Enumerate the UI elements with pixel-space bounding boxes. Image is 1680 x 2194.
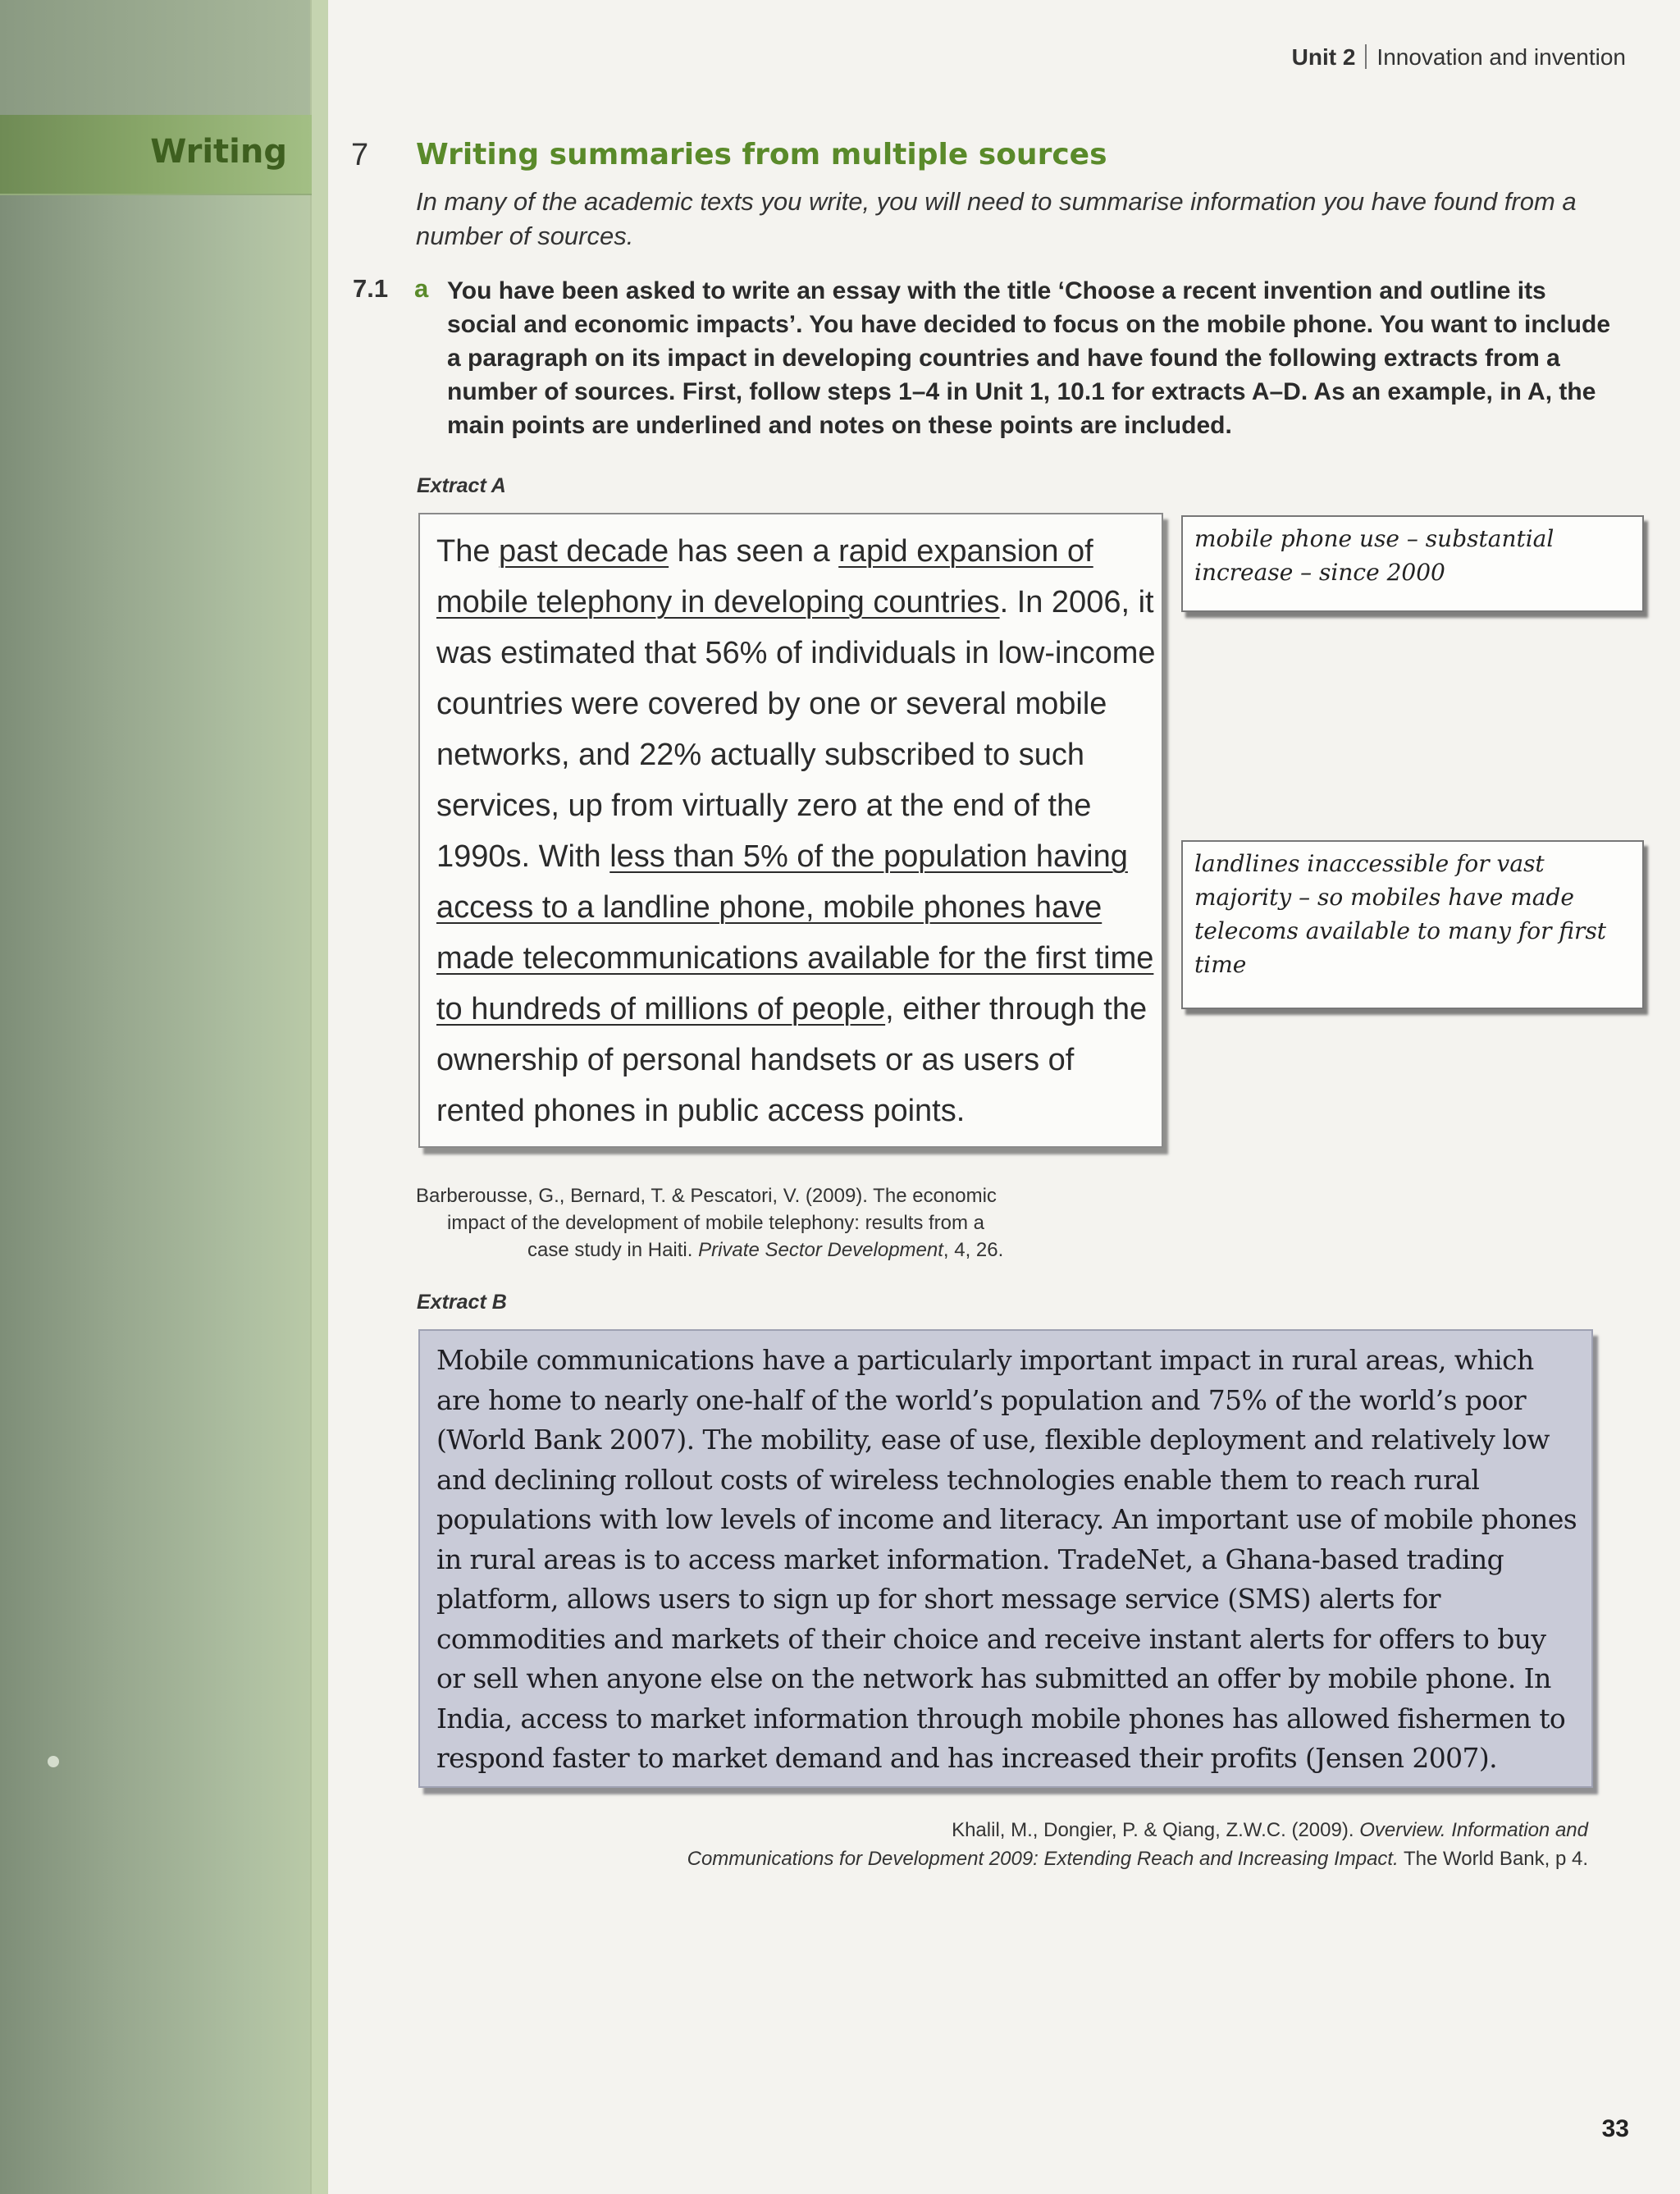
extract-a-underline-2: rapid expansion of mobile telephony in developing countries xyxy=(436,534,1093,619)
extract-a-seg-0: The xyxy=(436,534,500,569)
ref-a-line-3 xyxy=(416,1236,1072,1264)
writing-tab xyxy=(0,115,312,194)
sidebar-rail xyxy=(310,0,328,2194)
section-number: 7 xyxy=(351,138,369,172)
page-blemish xyxy=(48,1756,59,1767)
task-instructions: You have been asked to write an essay with the title ‘Choose a recent invention and outline its social and economic impacts’. You have decided to focus on the mobile phone. You want to include a paragraph on its impact in developing countries and have found the following extracts from a number of sources. First, follow steps 1–4 in Unit 1, 10.1 for extracts A–D. As an example, in A, the main points are underlined and notes on these points are included. xyxy=(447,277,1610,439)
ref-b-title-2: Communications for Development 2009: Extending Reach and Increasing Impact. xyxy=(687,1848,1399,1870)
extract-b-label: Extract B xyxy=(417,1291,507,1314)
section-title: Writing summaries from multiple sources xyxy=(416,138,1107,171)
ref-a-line-3-plain: case study in Haiti. xyxy=(527,1239,699,1261)
sidebar xyxy=(0,0,328,2194)
header-unit: Unit 2 xyxy=(1291,44,1356,70)
sidebar-top-band xyxy=(0,0,312,115)
header-separator xyxy=(1365,44,1367,69)
ref-a-journal: Private Sector Development xyxy=(698,1239,943,1261)
ref-a-line-3-tail: , 4, 26. xyxy=(943,1239,1004,1261)
extract-b-reference xyxy=(687,1816,1588,1873)
task-letter: a xyxy=(414,274,429,303)
margin-note-1: mobile phone use – substantial increase – since 2000 xyxy=(1181,515,1644,612)
extract-a-underline-1: past decade xyxy=(499,534,669,569)
extract-a-underline-3: less than 5% of the population having access to a landline phone, mobile phones have made telecommunications available for the first time to hundreds of millions of people xyxy=(436,839,1154,1026)
running-header xyxy=(1292,44,1626,71)
ref-b-title-1: Overview. Information and xyxy=(1359,1819,1588,1841)
header-topic: Innovation and invention xyxy=(1376,44,1626,70)
ref-b-publisher: The World Bank, p 4. xyxy=(1398,1848,1588,1870)
ref-a-line-1: Barberousse, G., Bernard, T. & Pescatori, V. (2009). The economic xyxy=(416,1185,997,1207)
ref-b-authors: Khalil, M., Dongier, P. & Qiang, Z.W.C. (2009). xyxy=(952,1819,1360,1841)
extract-a-seg-4: . In 2006, it was estimated that 56% of individuals in low-income countries were covered by one or several mobile networks, and 22% actually subscribed to such services, up from virtually zero at the end of the 1990s. With xyxy=(436,585,1156,874)
extract-b-text: Mobile communications have a particularly important impact in rural areas, which are home to nearly one-half of the world’s population and 75% of the world’s poor (World Bank 2007). The mobility, ease of use, flexible deployment and relatively low and declining rollout costs of wireless technologies enable them to reach rural populations with low levels of income and literacy. An important use of mobile phones in rural areas is to access market information. TradeNet, a Ghana-based trading platform, allows users to sign up for short message service (SMS) alerts for commodities and markets of their choice and receive instant alerts for offers to buy or sell when anyone else on the network has submitted an offer by mobile phone. In India, access to market information through mobile phones has allowed fishermen to respond faster to market demand and has increased their profits (Jensen 2007). xyxy=(436,1344,1577,1774)
section-intro: In many of the academic texts you write, you will need to summarise information you have found from a number of sources. xyxy=(416,187,1577,250)
margin-note-2: landlines inaccessible for vast majority – so mobiles have made telecoms available to many for first time xyxy=(1181,840,1644,1009)
ref-a-line-2: impact of the development of mobile telephony: results from a xyxy=(447,1212,985,1234)
extract-a-seg-6: , either through the ownership of personal handsets or as users of rented phones in public access points. xyxy=(436,992,1148,1128)
extract-a-box xyxy=(418,513,1163,1148)
extract-a-label: Extract A xyxy=(417,474,506,497)
extract-b-box xyxy=(418,1329,1593,1788)
writing-tab-label: Writing xyxy=(150,133,287,171)
extract-a-reference xyxy=(416,1182,1072,1264)
page-number: 33 xyxy=(1601,2115,1629,2142)
extract-a-text xyxy=(436,526,1158,1136)
task-number: 7.1 xyxy=(353,274,389,303)
extract-a-seg-2: has seen a xyxy=(669,534,839,569)
